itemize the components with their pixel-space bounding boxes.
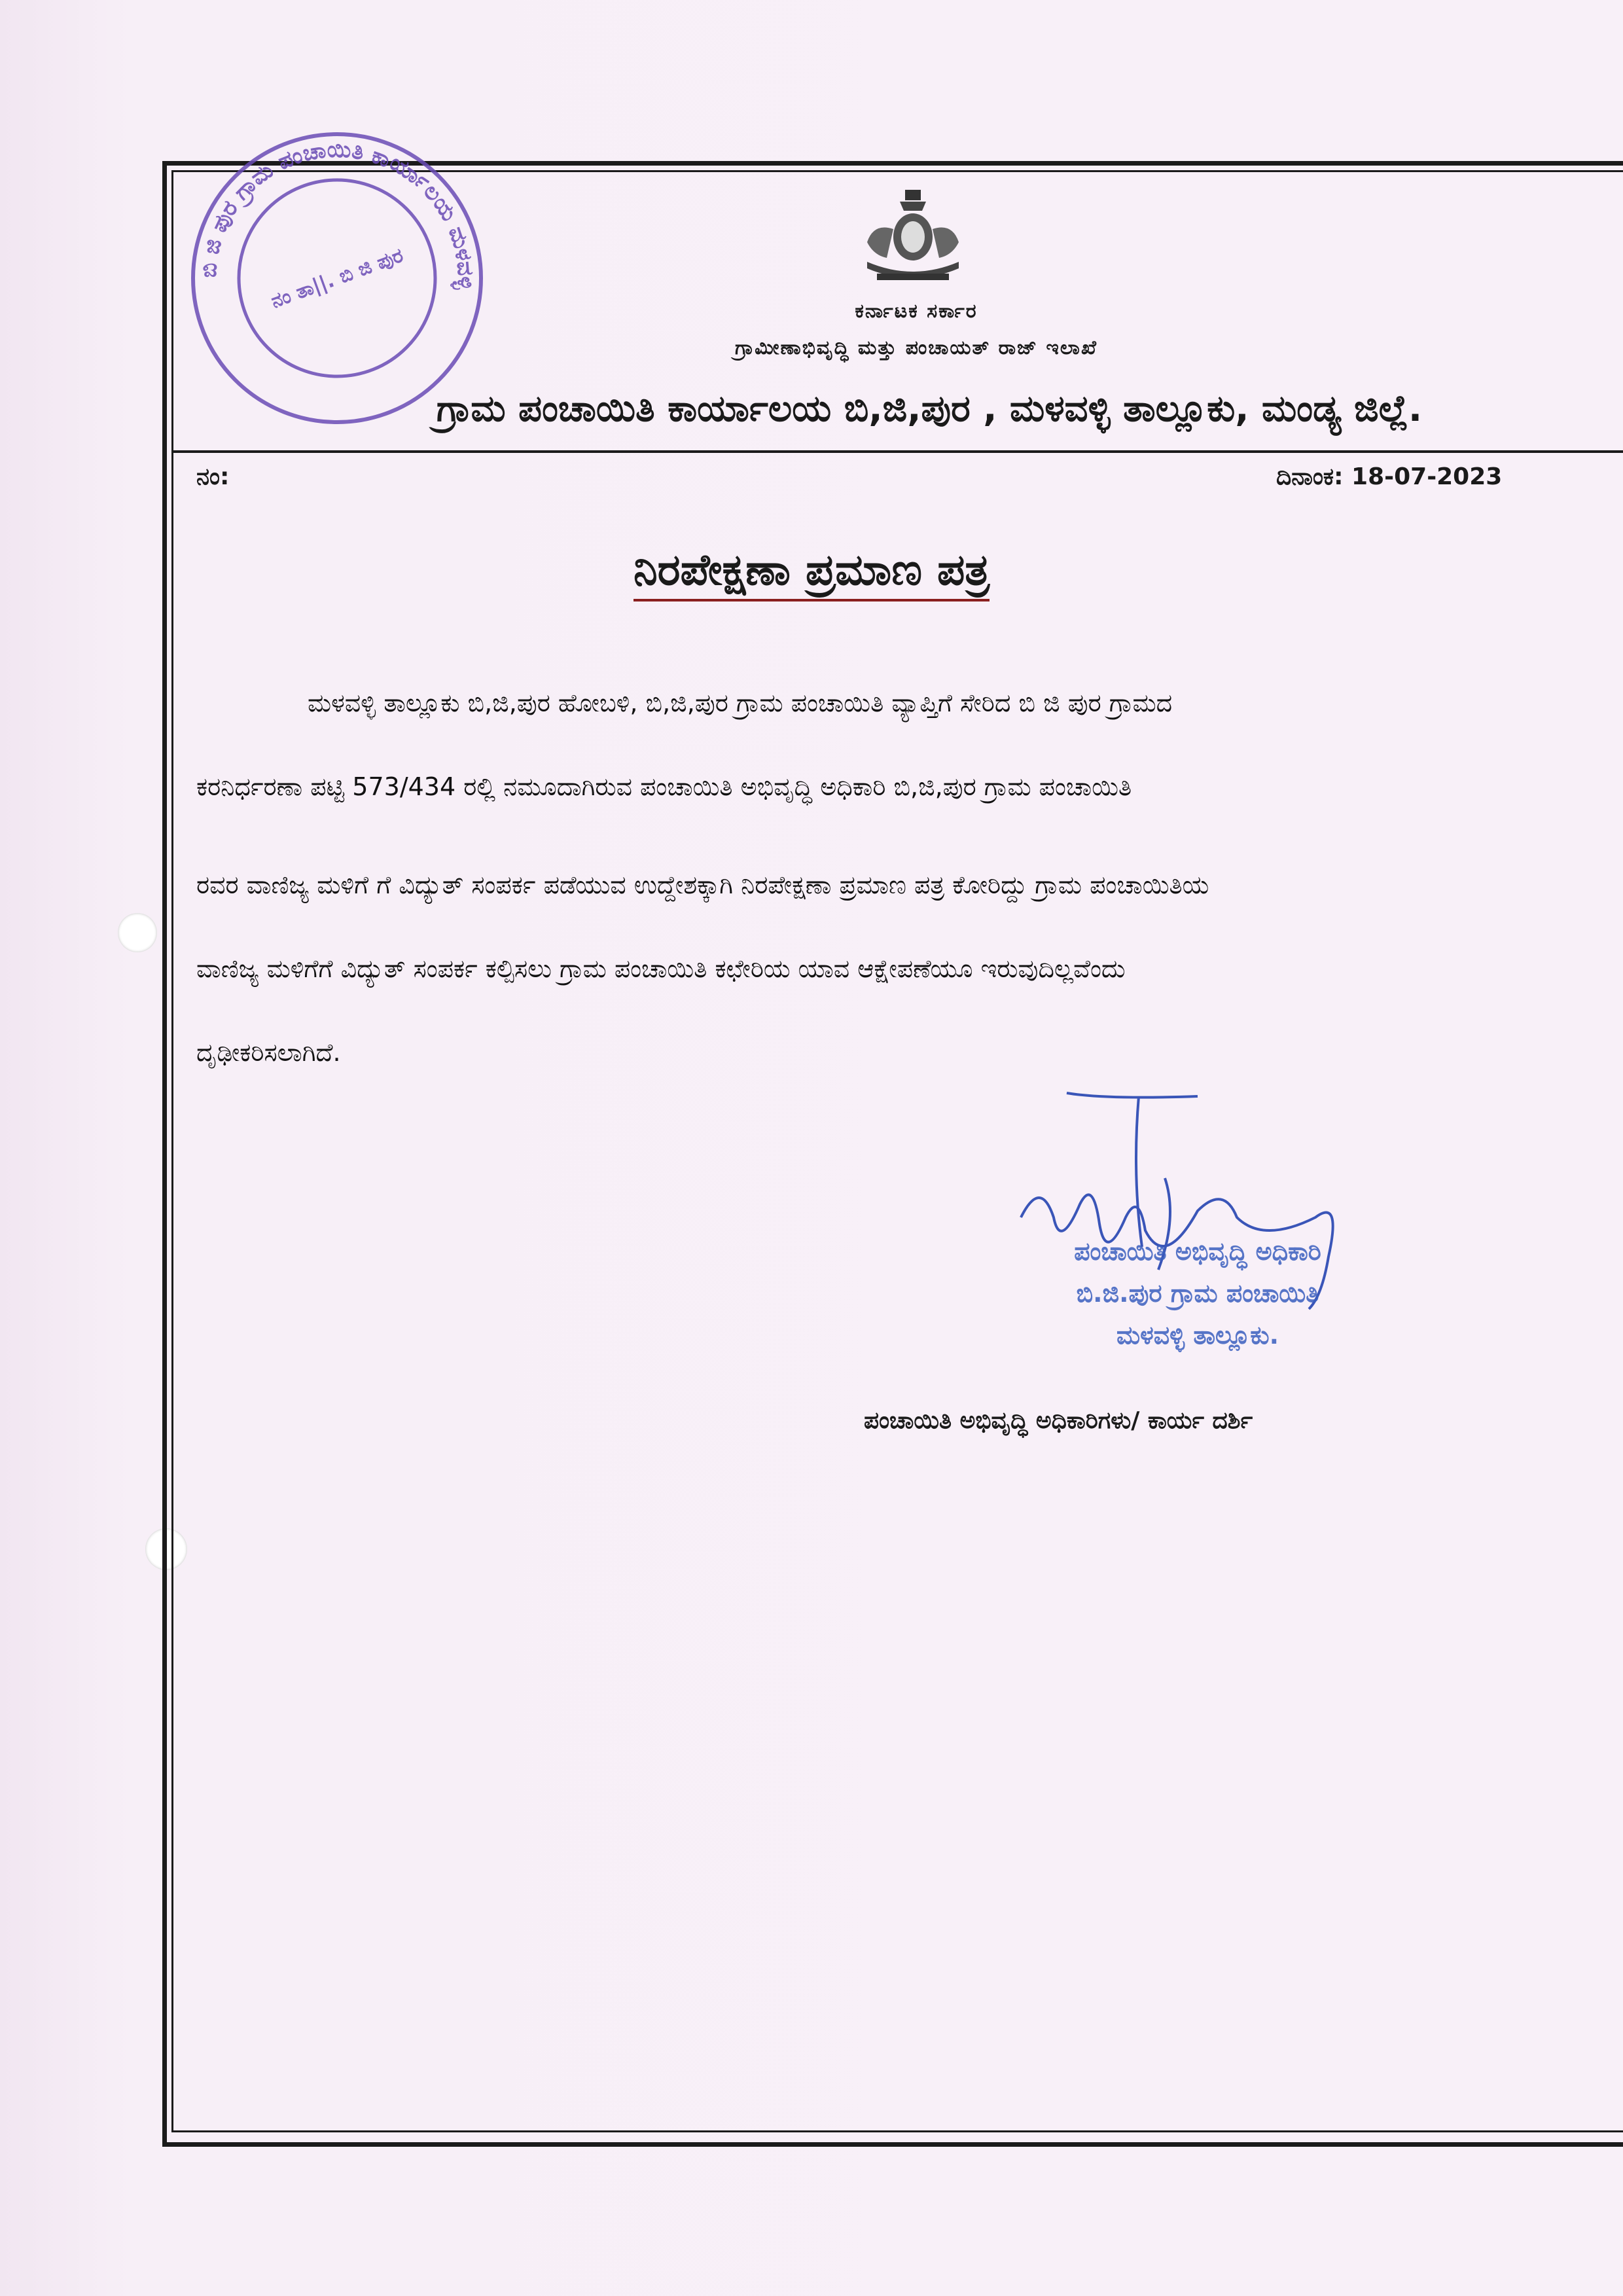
- document-date: ದಿನಾಂಕ: 18-07-2023: [1276, 463, 1503, 490]
- designation-stamp: [982, 1230, 1414, 1356]
- government-name: ಕರ್ನಾಟಕ ಸರ್ಕಾರ: [855, 300, 978, 323]
- seal-inner-text: ನಂ ತಾ||. ಬಿ ಜಿ ಪುರ: [268, 243, 406, 314]
- designation-stamp-line-3: ಮಳವಳ್ಳಿ ತಾಲ್ಲೂಕು.: [1116, 1321, 1279, 1350]
- karnataka-emblem-icon: [854, 190, 972, 288]
- header-divider: [171, 450, 1623, 453]
- office-seal-stamp: [183, 131, 491, 425]
- body-line-3: ರವರ ವಾಣಿಜ್ಯ ಮಳಿಗೆ ಗೆ ವಿದ್ಯುತ್ ಸಂಪರ್ಕ ಪಡೆಯುವ ಉದ್ದೇಶಕ್ಕಾಗಿ ನಿರಪೇಕ್ಷಣಾ ಪ್ರಮಾಣ ಪತ್ರ ಕೋರಿದ್ದು ಗ್ರಾಮ ಪಂಚಾಯಿತಿಯ: [196, 870, 1209, 899]
- certificate-title: [0, 545, 1623, 596]
- punch-hole-upper: [118, 913, 157, 952]
- body-line-4: ವಾಣಿಜ್ಯ ಮಳಿಗೆಗೆ ವಿದ್ಯುತ್ ಸಂಪರ್ಕ ಕಲ್ಪಿಸಲು ಗ್ರಾಮ ಪಂಚಾಯಿತಿ ಕಛೇರಿಯ ಯಾವ ಆಕ್ಷೇಪಣೆಯೂ ಇರುವುದಿಲ್ಲವೆಂದು: [196, 954, 1126, 983]
- reference-number-label: ನಂ:: [196, 463, 230, 490]
- department-name: ಗ್ರಾಮೀಣಾಭಿವೃದ್ಧಿ ಮತ್ತು ಪಂಚಾಯತ್ ರಾಜ್ ಇಲಾಖೆ: [735, 336, 1097, 359]
- designation-stamp-line-2: ಬಿ.ಜಿ.ಪುರ ಗ್ರಾಮ ಪಂಚಾಯಿತಿ: [1076, 1279, 1319, 1308]
- body-line-2: ಕರನಿರ್ಧರಣಾ ಪಟ್ಟಿ 573/434 ರಲ್ಲಿ ನಮೂದಾಗಿರುವ ಪಂಚಾಯಿತಿ ಅಭಿವೃದ್ಧಿ ಅಧಿಕಾರಿ ಬಿ,ಜಿ,ಪುರ ಗ್ರಾಮ ಪಂಚಾಯಿತಿ: [196, 772, 1132, 801]
- seal-outer-text: ಬಿ ಜಿ ಪುರ ಗ್ರಾಮ ಪಂಚಾಯಿತಿ ಕಾರ್ಯಾಲಯ ಮಳವಳ್ಳಿ: [195, 136, 479, 291]
- certificate-title-text: ನಿರಪೇಕ್ಷಣಾ ಪ್ರಮಾಣ ಪತ್ರ: [633, 545, 990, 601]
- body-line-5: ದೃಢೀಕರಿಸಲಾಗಿದೆ.: [196, 1038, 341, 1067]
- body-line-1: ಮಳವಳ್ಳಿ ತಾಲ್ಲೂಕು ಬಿ,ಜಿ,ಪುರ ಹೋಬಳಿ, ಬಿ,ಜಿ,ಪುರ ಗ್ರಾಮ ಪಂಚಾಯಿತಿ ವ್ಯಾಪ್ತಿಗೆ ಸೇರಿದ ಬಿ ಜಿ ಪುರ ಗ್ರಾಮದ: [308, 689, 1173, 717]
- office-heading: ಗ್ರಾಮ ಪಂಚಾಯಿತಿ ಕಾರ್ಯಾಲಯ ಬಿ,ಜಿ,ಪುರ , ಮಳವಳ್ಳಿ ತಾಲ್ಲೂಕು, ಮಂಡ್ಯ ಜಿಲ್ಲೆ.: [436, 387, 1423, 430]
- designation-stamp-line-1: ಪಂಚಾಯಿತಿ ಅಭಿವೃದ್ಧಿ ಅಧಿಕಾರಿ: [1074, 1237, 1321, 1266]
- signatory-caption: ಪಂಚಾಯಿತಿ ಅಭಿವೃದ್ಧಿ ಅಧಿಕಾರಿಗಳು/ ಕಾರ್ಯ ದರ್ಶಿ: [864, 1407, 1253, 1434]
